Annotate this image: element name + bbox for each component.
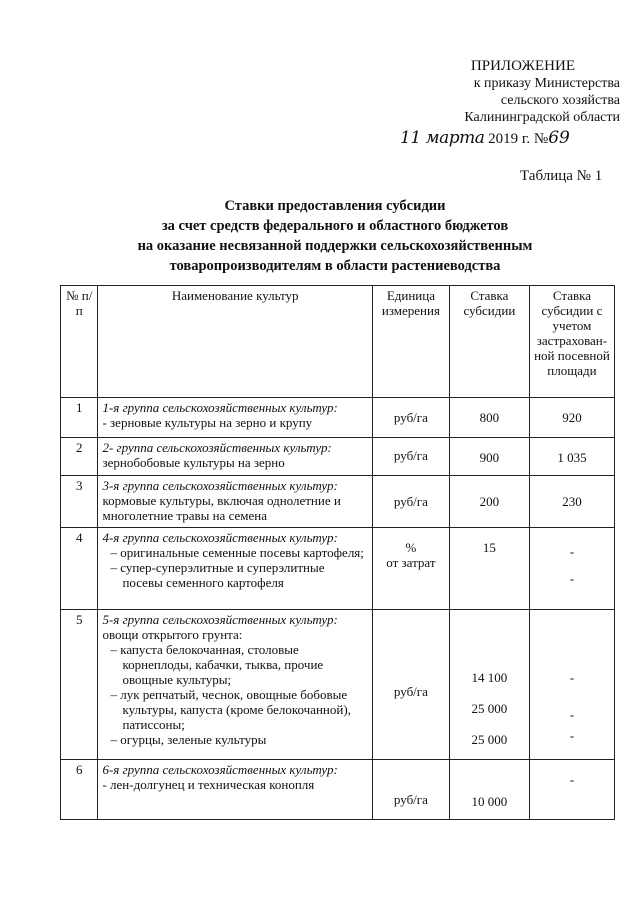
table-row	[61, 760, 615, 820]
rate-value: 25 000	[471, 732, 508, 747]
table-header-row	[61, 286, 615, 398]
rate-value: 15	[482, 540, 496, 555]
header-rate-insured: Ставка субсидии с учетом застрахован-ной посевной площади	[529, 286, 614, 398]
rate-value: 25 000	[471, 701, 508, 716]
row-rate	[449, 398, 529, 438]
title-line: за счет средств федерального и областного бюджетов	[161, 218, 509, 234]
row-no: 6	[61, 760, 98, 820]
rate-insured-value: -	[569, 728, 575, 743]
row-name	[98, 438, 372, 476]
row-rate-insured	[529, 760, 614, 820]
title-line: Ставки предоставления субсидии	[224, 198, 446, 214]
table-label: Таблица № 1	[520, 168, 603, 184]
unit-value: руб/га	[393, 410, 428, 425]
row-name	[98, 398, 372, 438]
row-rate	[449, 438, 529, 476]
row-no: 5	[61, 610, 98, 760]
handwritten-number: 69	[548, 128, 570, 148]
appendix-block	[385, 58, 620, 126]
rate-value: 200	[479, 494, 500, 509]
title-line: товаропроизводителям в области растениеводства	[169, 258, 501, 274]
unit-value: %	[405, 540, 417, 555]
crop-item: – оригинальные семенные посевы картофеля;	[110, 545, 364, 560]
rate-value: 800	[479, 410, 500, 425]
row-unit	[372, 476, 449, 528]
order-date-line	[400, 129, 605, 148]
rate-value: 900	[479, 450, 500, 465]
unit-value: руб/га	[393, 792, 428, 807]
crop-item: - лен-долгунец и техническая конопля	[102, 777, 315, 792]
rate-insured-value: -	[569, 571, 575, 586]
row-rate-insured	[529, 528, 614, 610]
row-rate-insured	[529, 398, 614, 438]
table-row	[61, 398, 615, 438]
appendix-line: сельского хозяйства	[500, 93, 620, 108]
crop-item: – лук репчатый, чеснок, овощные бобовые культуры, капуста (кроме белокочанной), патиссоны;	[110, 687, 351, 732]
row-no: 1	[61, 398, 98, 438]
row-name	[98, 476, 372, 528]
row-rate	[449, 760, 529, 820]
unit-value: руб/га	[393, 448, 428, 463]
rate-insured-value: -	[569, 707, 575, 722]
row-unit	[372, 398, 449, 438]
crop-item: зернобобовые культуры на зерно	[102, 455, 285, 470]
row-no: 2	[61, 438, 98, 476]
rate-insured-value: 920	[562, 410, 582, 425]
table-row	[61, 438, 615, 476]
row-no: 3	[61, 476, 98, 528]
appendix-title: ПРИЛОЖЕНИЕ	[470, 58, 575, 74]
group-label: 4-я группа сельскохозяйственных культур:	[102, 530, 338, 545]
table-row	[61, 528, 615, 610]
crop-item: кормовые культуры, включая однолетние и многолетние травы на семена	[102, 493, 341, 523]
header-no: № п/п	[61, 286, 98, 398]
group-subtitle: овощи открытого грунта:	[102, 627, 243, 642]
rate-insured-value: 230	[562, 494, 582, 509]
appendix-line: Калининградской области	[464, 110, 620, 125]
unit-value: руб/га	[393, 494, 428, 509]
row-unit	[372, 438, 449, 476]
title-line: на оказание несвязанной поддержки сельскохозяйственным	[137, 238, 533, 254]
row-rate-insured	[529, 476, 614, 528]
crop-item: – огурцы, зеленые культуры	[110, 732, 267, 747]
row-unit	[372, 760, 449, 820]
row-unit	[372, 528, 449, 610]
rate-insured-value: 1 035	[557, 450, 587, 465]
rate-value: 14 100	[471, 670, 508, 685]
row-name	[98, 760, 372, 820]
rate-insured-value: -	[569, 670, 575, 685]
group-label: 1-я группа сельскохозяйственных культур:	[102, 400, 338, 415]
table-row	[61, 610, 615, 760]
header-unit: Единица измерения	[372, 286, 449, 398]
crop-item: – супер-суперэлитные и суперэлитные посевы семенного картофеля	[110, 560, 325, 590]
crop-item: - зерновые культуры на зерно и крупу	[102, 415, 313, 430]
rate-insured-value: -	[569, 544, 575, 559]
header-rate: Ставка субсидии	[449, 286, 529, 398]
header-name: Наименование культур	[98, 286, 372, 398]
subsidy-rates-table	[60, 285, 615, 820]
crop-item: – капуста белокочанная, столовые корнеплоды, кабачки, тыква, прочие овощные культуры;	[110, 642, 324, 687]
row-rate	[449, 476, 529, 528]
row-no: 4	[61, 528, 98, 610]
handwritten-date: 11 марта	[400, 128, 485, 148]
row-rate-insured	[529, 438, 614, 476]
row-rate	[449, 610, 529, 760]
unit-value: руб/га	[393, 684, 428, 699]
row-name	[98, 528, 372, 610]
appendix-line: к приказу Министерства	[473, 76, 620, 91]
rate-insured-value: -	[569, 772, 575, 787]
document-title	[60, 196, 610, 276]
table-row	[61, 476, 615, 528]
group-label: 5-я группа сельскохозяйственных культур:	[102, 612, 338, 627]
group-label: 2- группа сельскохозяйственных культур:	[102, 440, 332, 455]
row-rate-insured	[529, 610, 614, 760]
group-label: 3-я группа сельскохозяйственных культур:	[102, 478, 338, 493]
unit-value-note: от затрат	[386, 555, 436, 570]
row-name	[98, 610, 372, 760]
order-year: 2019 г. №	[488, 131, 549, 147]
group-label: 6-я группа сельскохозяйственных культур:	[102, 762, 338, 777]
row-rate	[449, 528, 529, 610]
row-unit	[372, 610, 449, 760]
rate-value: 10 000	[471, 794, 508, 809]
